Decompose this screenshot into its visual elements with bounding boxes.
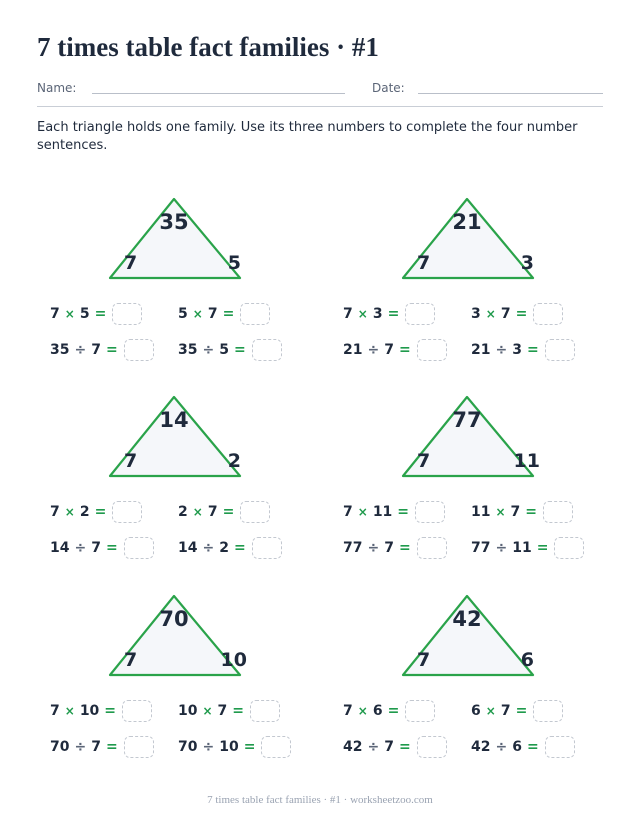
number-sentence xyxy=(178,699,280,723)
operand: 2 xyxy=(178,504,188,520)
operand: 7 xyxy=(50,703,60,719)
operand: 7 xyxy=(50,504,60,520)
equals-sign: = xyxy=(105,342,118,358)
operand: 6 xyxy=(471,703,481,719)
number-sentence xyxy=(50,536,154,560)
equals-sign: = xyxy=(232,703,245,719)
instructions: Each triangle holds one family. Use its three numbers to complete the four number sentences. xyxy=(37,120,578,153)
divide-sign: ÷ xyxy=(202,540,215,556)
equals-sign: = xyxy=(94,504,107,520)
operand: 10 xyxy=(79,703,100,719)
factor-b-number: 5 xyxy=(227,252,241,274)
equals-sign: = xyxy=(222,504,235,520)
operand: 7 xyxy=(500,306,511,322)
answer-box[interactable] xyxy=(252,339,282,361)
number-sentence xyxy=(50,338,154,362)
page-title: 7 times table fact families · #1 xyxy=(37,32,379,62)
equals-sign: = xyxy=(525,504,538,520)
answer-box[interactable] xyxy=(545,339,575,361)
number-sentence xyxy=(471,500,573,524)
number-sentence xyxy=(343,735,447,759)
number-sentence xyxy=(343,699,435,723)
operand: 6 xyxy=(512,739,522,755)
answer-box[interactable] xyxy=(533,303,563,325)
operand: 7 xyxy=(500,703,511,719)
answer-box[interactable] xyxy=(415,501,445,523)
multiply-sign: × xyxy=(192,505,203,519)
factor-b-number: 11 xyxy=(513,450,540,472)
equals-sign: = xyxy=(397,504,410,520)
number-sentence xyxy=(343,500,445,524)
page-footer: 7 times table fact families · #1 · worksheetzoo.com xyxy=(207,794,433,806)
number-sentence xyxy=(178,338,282,362)
equals-sign: = xyxy=(398,540,411,556)
divide-sign: ÷ xyxy=(74,540,87,556)
operand: 7 xyxy=(343,504,353,520)
answer-box[interactable] xyxy=(261,736,291,758)
fact-family xyxy=(330,594,620,784)
fact-family xyxy=(330,395,620,585)
divide-sign: ÷ xyxy=(367,540,380,556)
date-field[interactable] xyxy=(418,93,603,94)
operand: 70 xyxy=(178,739,198,755)
equals-sign: = xyxy=(94,306,107,322)
equals-sign: = xyxy=(526,342,539,358)
operand: 7 xyxy=(207,306,218,322)
fact-family xyxy=(37,395,327,585)
answer-box[interactable] xyxy=(417,537,447,559)
divide-sign: ÷ xyxy=(495,739,508,755)
answer-box[interactable] xyxy=(405,303,435,325)
factor-b-number: 6 xyxy=(520,649,534,671)
operand: 21 xyxy=(471,342,491,358)
equals-sign: = xyxy=(398,739,411,755)
operand: 11 xyxy=(372,504,393,520)
equals-sign: = xyxy=(387,703,400,719)
answer-box[interactable] xyxy=(405,700,435,722)
multiply-sign: × xyxy=(202,704,213,718)
operand: 10 xyxy=(219,739,239,755)
operand: 3 xyxy=(471,306,481,322)
equals-sign: = xyxy=(526,739,539,755)
operand: 10 xyxy=(178,703,198,719)
operand: 77 xyxy=(471,540,491,556)
product-number: 14 xyxy=(159,408,189,432)
factor-a-number: 7 xyxy=(417,252,431,274)
number-sentence xyxy=(343,536,447,560)
operand: 5 xyxy=(79,306,90,322)
product-number: 70 xyxy=(159,607,189,631)
product-number: 77 xyxy=(452,408,482,432)
equals-sign: = xyxy=(105,540,118,556)
multiply-sign: × xyxy=(64,505,75,519)
operand: 7 xyxy=(343,306,353,322)
fact-family xyxy=(37,197,327,387)
operand: 7 xyxy=(91,342,101,358)
equals-sign: = xyxy=(233,342,246,358)
multiply-sign: × xyxy=(357,307,368,321)
divide-sign: ÷ xyxy=(367,739,380,755)
divide-sign: ÷ xyxy=(202,739,215,755)
answer-box[interactable] xyxy=(417,339,447,361)
number-sentence xyxy=(178,536,282,560)
answer-box[interactable] xyxy=(112,303,142,325)
operand: 7 xyxy=(50,306,60,322)
operand: 7 xyxy=(207,504,218,520)
number-sentence xyxy=(50,735,154,759)
answer-box[interactable] xyxy=(252,537,282,559)
name-label: Name: xyxy=(37,81,77,95)
multiply-sign: × xyxy=(485,704,496,718)
multiply-sign: × xyxy=(64,307,75,321)
factor-a-number: 7 xyxy=(124,649,138,671)
number-sentence xyxy=(471,338,575,362)
number-sentence xyxy=(343,338,447,362)
factor-a-number: 7 xyxy=(124,252,138,274)
answer-box[interactable] xyxy=(554,537,584,559)
answer-box[interactable] xyxy=(124,736,154,758)
factor-a-number: 7 xyxy=(417,649,431,671)
equals-sign: = xyxy=(387,306,400,322)
answer-box[interactable] xyxy=(112,501,142,523)
fact-family xyxy=(330,197,620,387)
operand: 7 xyxy=(91,739,101,755)
answer-box[interactable] xyxy=(124,537,154,559)
operand: 77 xyxy=(343,540,363,556)
number-sentence xyxy=(50,302,142,326)
multiply-sign: × xyxy=(495,505,506,519)
number-sentence xyxy=(178,302,270,326)
operand: 3 xyxy=(372,306,383,322)
fact-family xyxy=(37,594,327,784)
equals-sign: = xyxy=(536,540,549,556)
name-field[interactable] xyxy=(92,93,345,94)
answer-box[interactable] xyxy=(543,501,573,523)
operand: 21 xyxy=(343,342,363,358)
multiply-sign: × xyxy=(485,307,496,321)
number-sentence xyxy=(178,500,270,524)
factor-b-number: 10 xyxy=(220,649,247,671)
date-label: Date: xyxy=(372,81,405,95)
operand: 7 xyxy=(217,703,228,719)
number-sentence xyxy=(471,699,563,723)
number-sentence xyxy=(50,699,152,723)
divide-sign: ÷ xyxy=(74,342,87,358)
operand: 35 xyxy=(178,342,198,358)
number-sentence xyxy=(343,302,435,326)
equals-sign: = xyxy=(233,540,246,556)
product-number: 21 xyxy=(452,210,482,234)
operand: 5 xyxy=(219,342,229,358)
answer-box[interactable] xyxy=(417,736,447,758)
equals-sign: = xyxy=(243,739,256,755)
header-divider xyxy=(37,106,603,107)
multiply-sign: × xyxy=(192,307,203,321)
number-sentence xyxy=(471,302,563,326)
operand: 5 xyxy=(178,306,188,322)
divide-sign: ÷ xyxy=(495,342,508,358)
operand: 2 xyxy=(219,540,229,556)
number-sentence xyxy=(50,500,142,524)
product-number: 42 xyxy=(452,607,482,631)
divide-sign: ÷ xyxy=(202,342,215,358)
multiply-sign: × xyxy=(357,505,368,519)
multiply-sign: × xyxy=(357,704,368,718)
answer-box[interactable] xyxy=(124,339,154,361)
operand: 7 xyxy=(91,540,101,556)
equals-sign: = xyxy=(398,342,411,358)
factor-a-number: 7 xyxy=(417,450,431,472)
equals-sign: = xyxy=(515,306,528,322)
answer-box[interactable] xyxy=(240,303,270,325)
divide-sign: ÷ xyxy=(74,739,87,755)
answer-box[interactable] xyxy=(545,736,575,758)
divide-sign: ÷ xyxy=(495,540,508,556)
operand: 70 xyxy=(50,739,70,755)
answer-box[interactable] xyxy=(533,700,563,722)
number-sentence xyxy=(471,536,584,560)
answer-box[interactable] xyxy=(122,700,152,722)
product-number: 35 xyxy=(159,210,189,234)
operand: 35 xyxy=(50,342,70,358)
equals-sign: = xyxy=(515,703,528,719)
multiply-sign: × xyxy=(64,704,75,718)
operand: 11 xyxy=(471,504,491,520)
equals-sign: = xyxy=(104,703,117,719)
number-sentence xyxy=(471,735,575,759)
factor-b-number: 2 xyxy=(227,450,241,472)
factor-a-number: 7 xyxy=(124,450,138,472)
number-sentence xyxy=(178,735,291,759)
operand: 42 xyxy=(471,739,491,755)
operand: 7 xyxy=(384,540,394,556)
factor-b-number: 3 xyxy=(520,252,534,274)
operand: 14 xyxy=(50,540,70,556)
operand: 42 xyxy=(343,739,363,755)
operand: 7 xyxy=(384,342,394,358)
operand: 14 xyxy=(178,540,198,556)
answer-box[interactable] xyxy=(250,700,280,722)
equals-sign: = xyxy=(105,739,118,755)
operand: 6 xyxy=(372,703,383,719)
equals-sign: = xyxy=(222,306,235,322)
operand: 3 xyxy=(512,342,522,358)
answer-box[interactable] xyxy=(240,501,270,523)
operand: 2 xyxy=(79,504,90,520)
divide-sign: ÷ xyxy=(367,342,380,358)
operand: 7 xyxy=(384,739,394,755)
operand: 7 xyxy=(343,703,353,719)
operand: 7 xyxy=(510,504,521,520)
operand: 11 xyxy=(512,540,532,556)
